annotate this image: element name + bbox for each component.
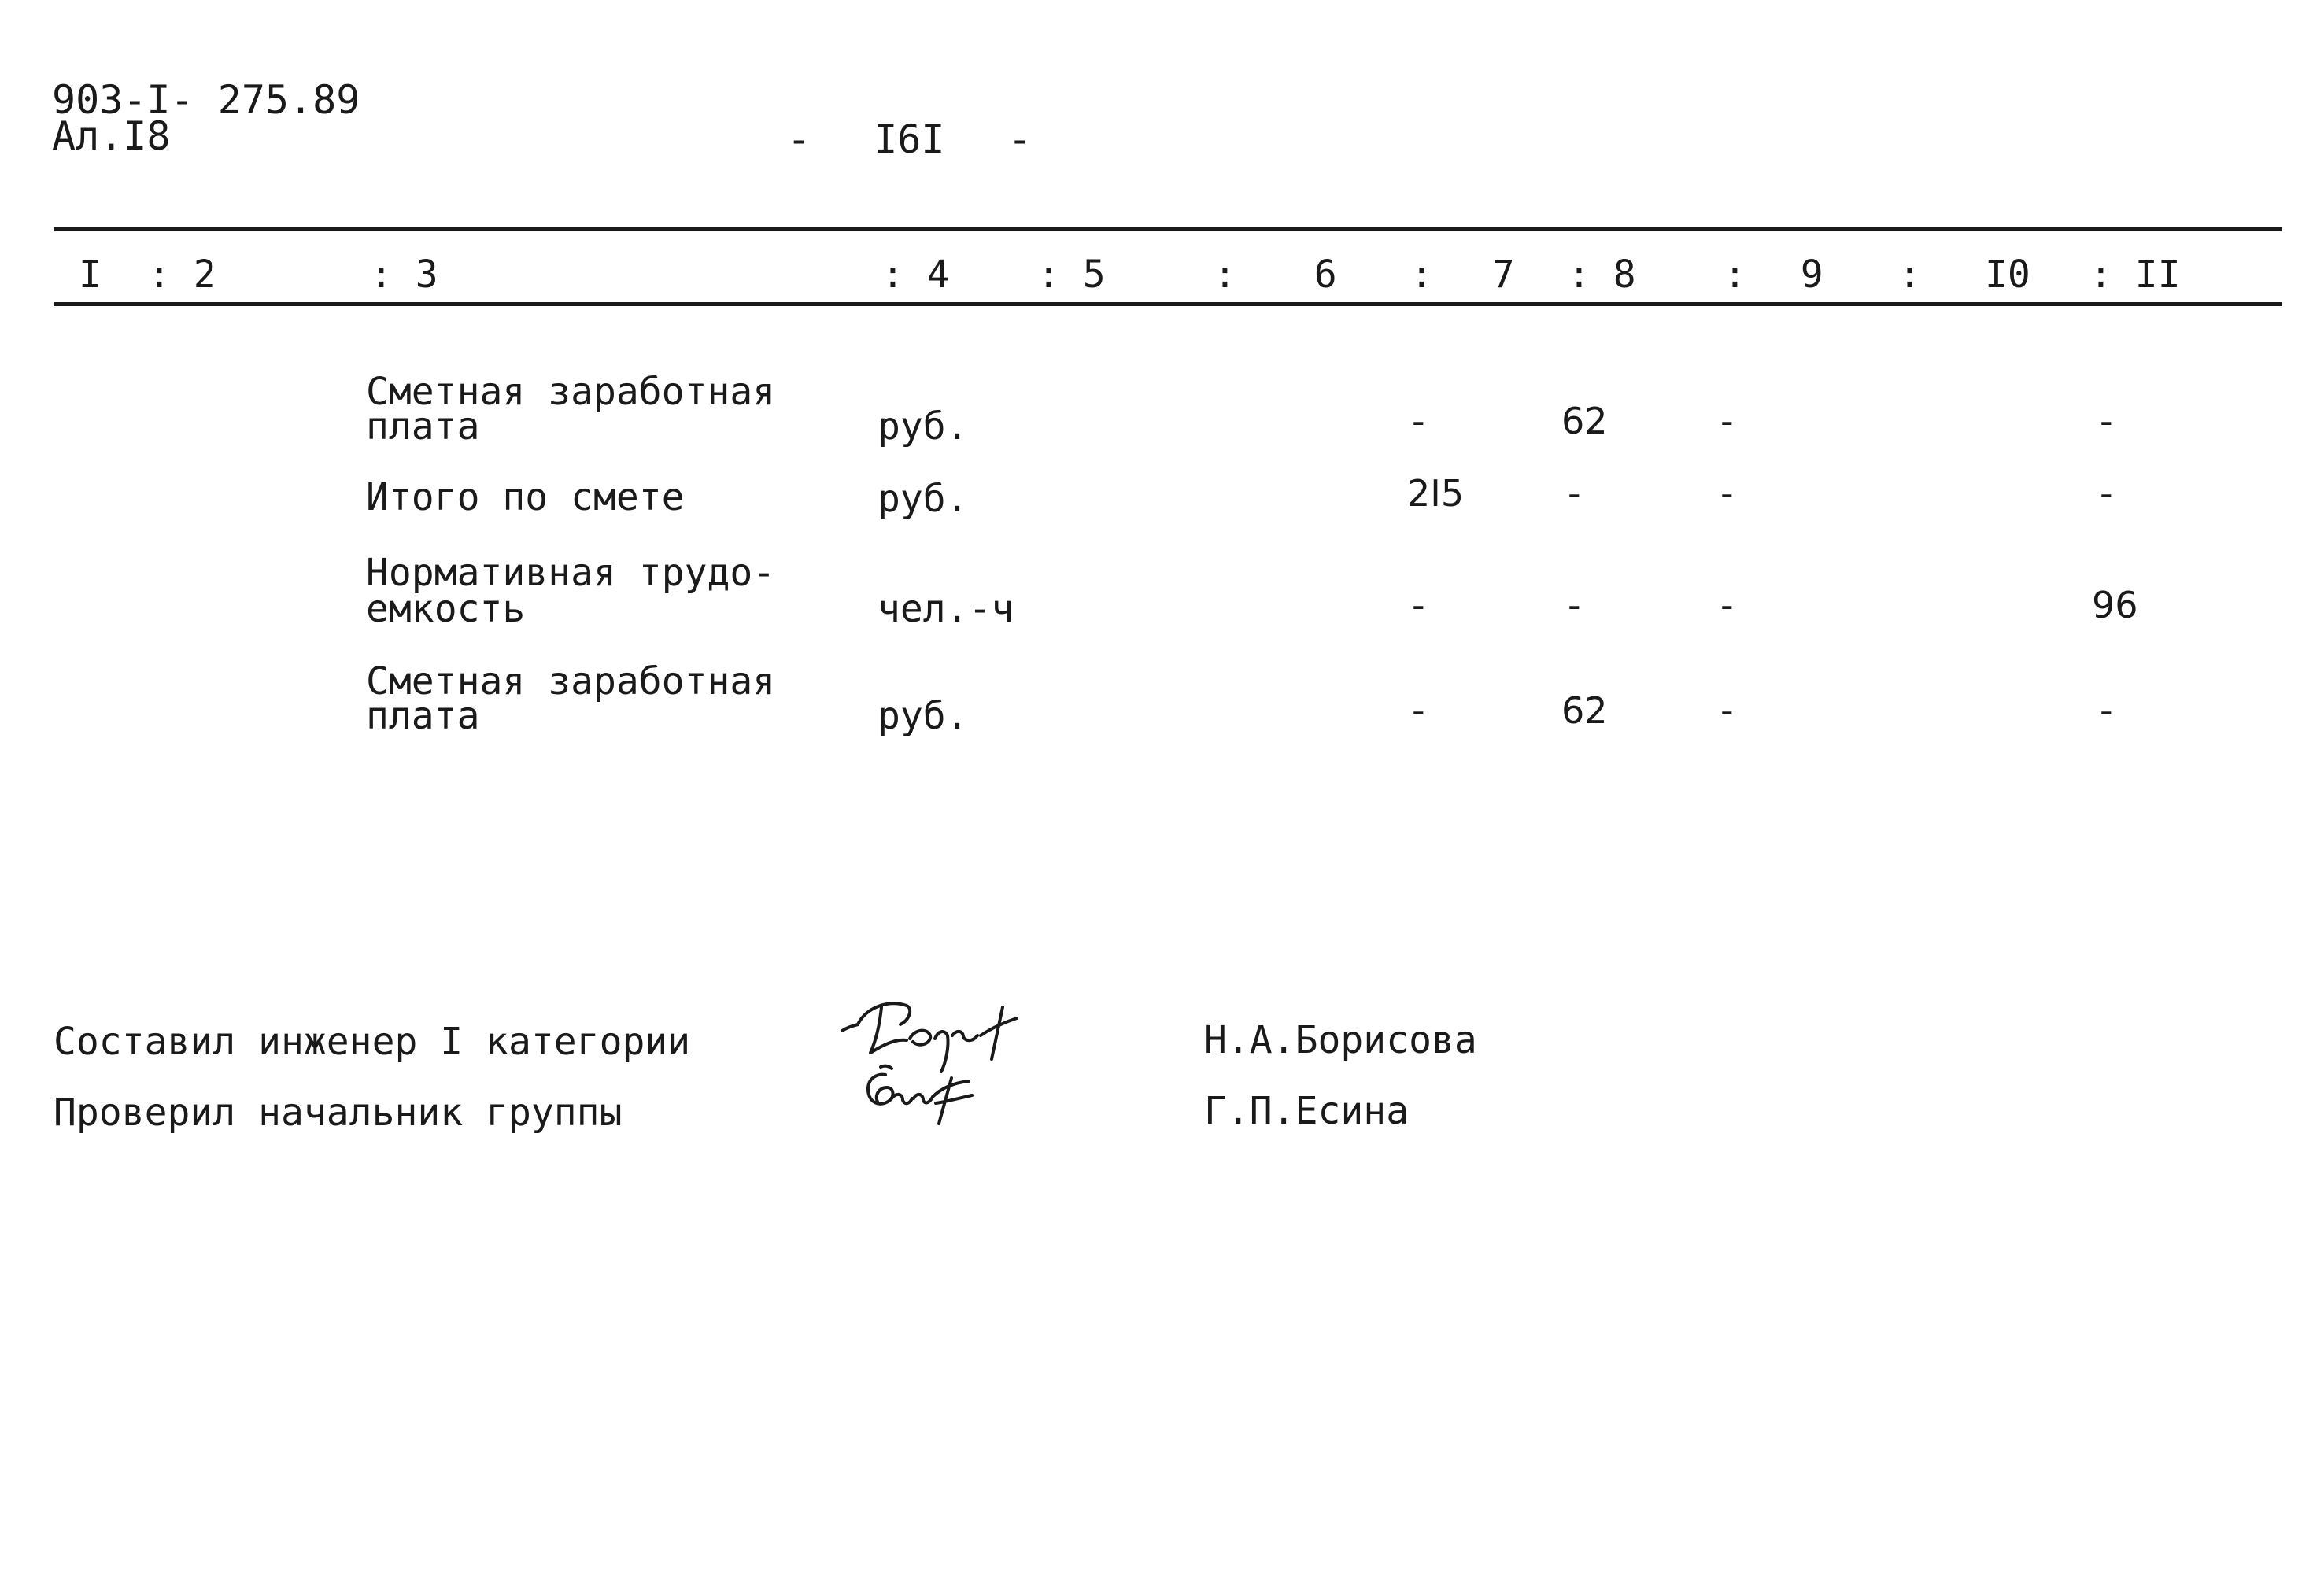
page-number: - I6I - xyxy=(787,116,1032,162)
column-number-4: : 4 xyxy=(881,253,950,297)
row-2-name-line1: Итого по смете xyxy=(366,475,685,519)
column-number-2: : 2 xyxy=(148,253,216,297)
signatory-2-name: Г.П.Есина xyxy=(1204,1089,1410,1133)
row-4-col8: 62 xyxy=(1561,689,1608,732)
column-number-1: I xyxy=(79,253,102,297)
row-2-col7: 2I5 xyxy=(1407,472,1465,515)
row-4-col9: - xyxy=(1720,689,1734,732)
row-1-col9: - xyxy=(1720,400,1734,442)
row-2-col11: - xyxy=(2100,472,2113,515)
column-number-9: : 9 xyxy=(1724,253,1823,297)
row-3-name-line2: емкость xyxy=(366,587,526,631)
row-1-unit: руб. xyxy=(878,404,969,449)
column-number-8: : 8 xyxy=(1568,253,1636,297)
sheet-number: Ал.I8 xyxy=(52,113,171,159)
document-code: 903-I- 275.89 xyxy=(52,77,360,123)
row-3-name-line1: Нормативная трудо- xyxy=(366,551,776,595)
row-3-col8: - xyxy=(1568,584,1581,626)
row-2-col8: - xyxy=(1568,472,1581,515)
signatory-1-role: Составил инженер I категории xyxy=(54,1020,691,1064)
signatory-2-role: Проверил начальник группы xyxy=(54,1091,623,1135)
row-1-col11: - xyxy=(2100,400,2113,442)
row-3-col11: 96 xyxy=(2092,584,2138,626)
column-number-7: : 7 xyxy=(1410,253,1515,297)
row-4-col7: - xyxy=(1412,689,1425,732)
row-3-col9: - xyxy=(1720,584,1734,626)
signatory-1-name: Н.А.Борисова xyxy=(1204,1018,1477,1062)
row-2-unit: руб. xyxy=(878,477,969,521)
column-number-5: : 5 xyxy=(1037,253,1106,297)
row-3-unit: чел.-ч xyxy=(878,587,1014,631)
column-separator: : xyxy=(1898,253,1921,297)
table-header-rule xyxy=(54,302,2282,306)
row-1-col7: - xyxy=(1412,400,1425,442)
column-number-6: : 6 xyxy=(1214,253,1337,297)
row-1-name-line2: плата xyxy=(366,404,480,449)
row-2-col9: - xyxy=(1720,472,1734,515)
row-4-name-line1: Сметная заработная xyxy=(366,659,776,703)
column-number-3: : 3 xyxy=(370,253,438,297)
column-number-10: I0 xyxy=(1985,253,2030,297)
row-1-col8: 62 xyxy=(1561,400,1608,442)
row-4-unit: руб. xyxy=(878,694,969,738)
row-3-col7: - xyxy=(1412,584,1425,626)
signature-2-handwritten xyxy=(854,1064,1027,1135)
row-4-col11: - xyxy=(2100,689,2113,732)
column-number-11: : II xyxy=(2089,253,2181,297)
row-1-name-line1: Сметная заработная xyxy=(366,370,776,414)
table-top-rule xyxy=(54,227,2282,231)
row-4-name-line2: плата xyxy=(366,694,480,738)
